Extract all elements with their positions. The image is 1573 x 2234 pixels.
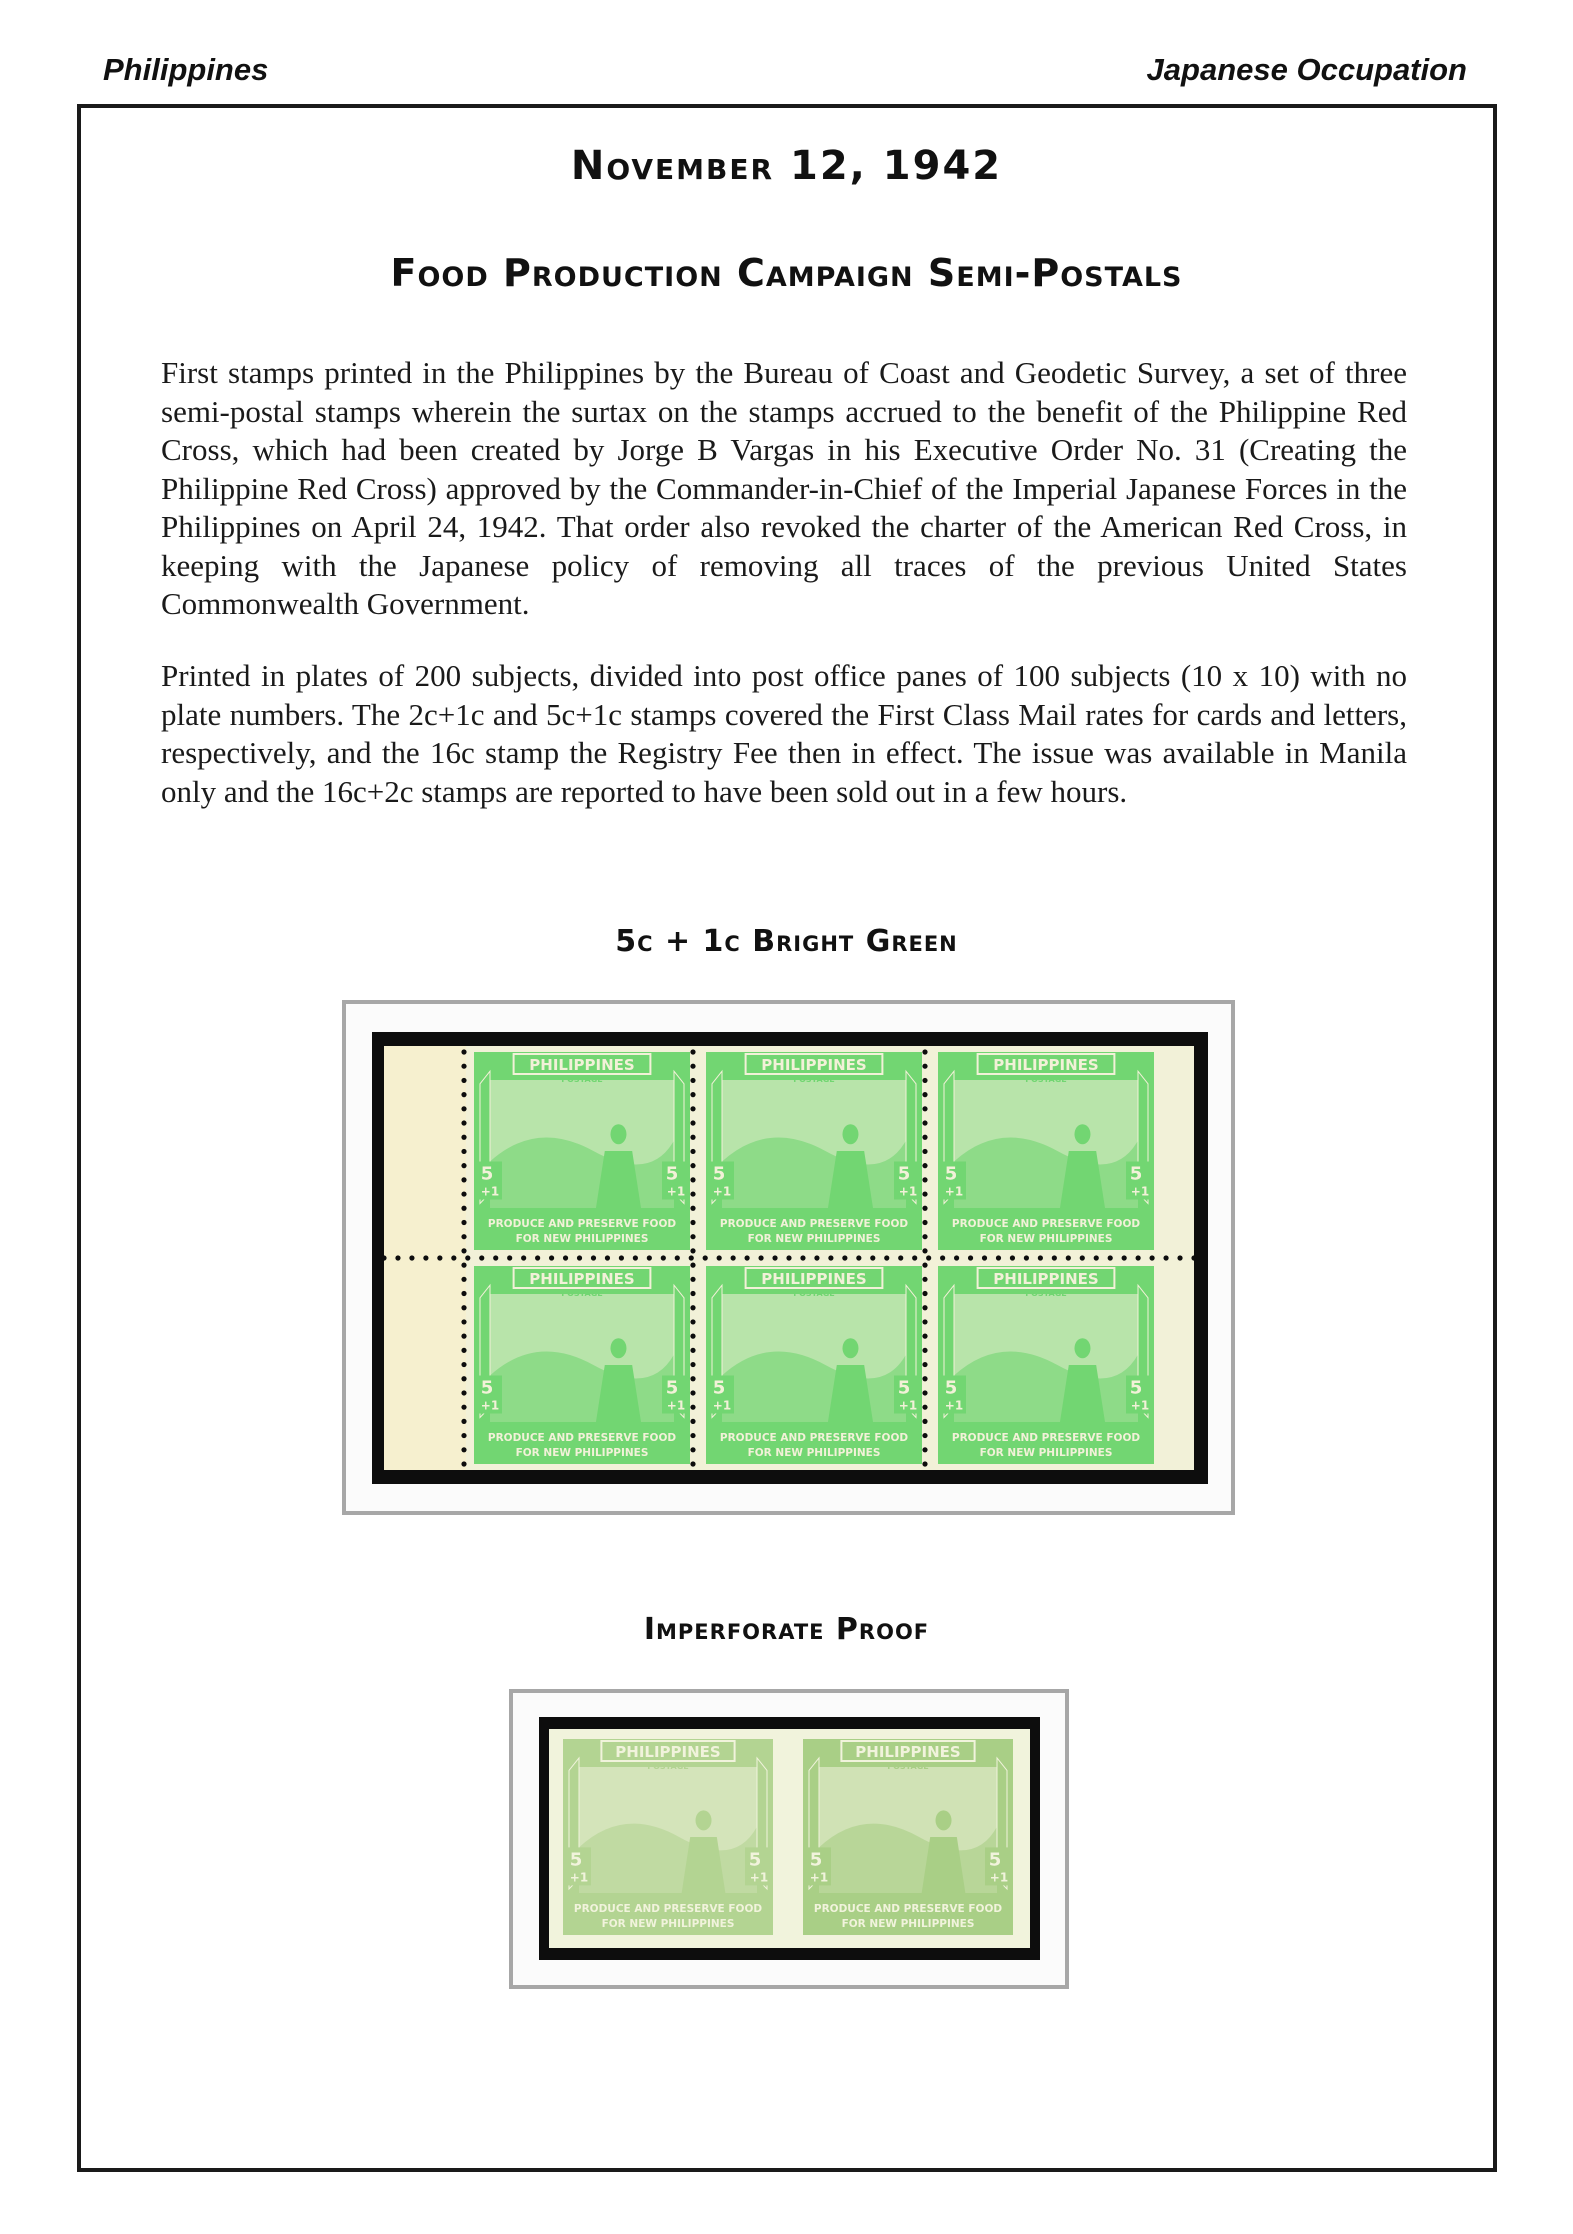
stamp-postage-label: POSTAGE: [1025, 1289, 1067, 1298]
perforation-hole: [922, 1447, 927, 1452]
stamp-value-left: 5: [809, 1849, 823, 1871]
perforation-hole: [690, 1390, 695, 1395]
stamp-slogan-line-1: PRODUCE AND PRESERVE FOOD: [719, 1432, 909, 1444]
perforation-hole: [690, 1419, 695, 1424]
stamp-slogan-line-1: PRODUCE AND PRESERVE FOOD: [951, 1218, 1141, 1230]
perforation-hole: [922, 1334, 927, 1339]
stamp-value-right: 5: [1129, 1163, 1143, 1185]
perforation-hole: [1052, 1255, 1057, 1260]
stamp-slogan-line-2: FOR NEW PHILIPPINES: [747, 1447, 881, 1459]
stamp-slogan-line-2: FOR NEW PHILIPPINES: [979, 1447, 1113, 1459]
perforation-hole: [690, 1447, 695, 1452]
perforation-hole: [461, 1461, 466, 1466]
stamp-value-left: 5: [712, 1377, 726, 1399]
stamp-surtax-right: +1: [749, 1870, 769, 1885]
stamp-slogan-line-1: PRODUCE AND PRESERVE FOOD: [487, 1218, 677, 1230]
stamp-value-left: 5: [480, 1377, 494, 1399]
perforation-hole: [461, 1362, 466, 1367]
stamp-value-right: 5: [897, 1377, 911, 1399]
perforation-hole: [690, 1106, 695, 1111]
perforation-hole: [922, 1163, 927, 1168]
perforation-hole: [922, 1405, 927, 1410]
stamp-postage-label: POSTAGE: [793, 1075, 835, 1084]
perforation-hole: [381, 1255, 386, 1260]
perforation-hole: [690, 1263, 695, 1268]
perforation-hole: [772, 1255, 777, 1260]
perforation-hole: [690, 1135, 695, 1140]
perforation-hole: [898, 1255, 903, 1260]
perforation-hole: [842, 1255, 847, 1260]
perforation-hole: [922, 1362, 927, 1367]
perforation-hole: [922, 1049, 927, 1054]
stamp: [468, 1260, 696, 1470]
stamp-figure-head: [936, 1810, 952, 1830]
stamp-country-label: PHILIPPINES: [529, 1270, 635, 1288]
stamp-block-image: [372, 1032, 1208, 1484]
perforation-hole: [690, 1305, 695, 1310]
perforation-hole: [461, 1177, 466, 1182]
perforation-hole: [461, 1348, 466, 1353]
perforation-hole: [690, 1206, 695, 1211]
proof-subtitle: Imperforate Proof: [643, 1612, 930, 1647]
stamp-figure-head: [1074, 1124, 1090, 1144]
stamp-value-right: 5: [897, 1163, 911, 1185]
perforation-hole: [690, 1405, 695, 1410]
perforation-hole: [954, 1255, 959, 1260]
stamp-value-left: 5: [712, 1163, 726, 1185]
stamp-surtax-left: +1: [712, 1398, 732, 1413]
perforation-hole: [922, 1106, 927, 1111]
perforation-hole: [461, 1064, 466, 1069]
stamp-country-label: PHILIPPINES: [993, 1270, 1099, 1288]
perforation-hole: [461, 1206, 466, 1211]
perforation-hole: [577, 1255, 582, 1260]
perforation-hole: [922, 1135, 927, 1140]
stamp-value-right: 5: [665, 1163, 679, 1185]
perforation-hole: [922, 1433, 927, 1438]
perforation-hole: [461, 1405, 466, 1410]
perforation-hole: [922, 1078, 927, 1083]
description-paragraph-2: Printed in plates of 200 subjects, divided into post office panes of 100 subjects (10 x 10) with no plate numbers. The 2c+1c and 5c+1c stamps covered the First Class Mail rates for cards and letters, respectively, and the 16c stamp the Registry Fee then in effect. The issue was available in Manila only and the 16c+2c stamps are reported to have been sold out in a few hours.: [161, 658, 1407, 809]
stamp-surtax-right: +1: [666, 1184, 686, 1199]
perforation-hole: [731, 1255, 736, 1260]
perforation-hole: [461, 1319, 466, 1324]
perforation-hole: [563, 1255, 568, 1260]
perforation-hole: [856, 1255, 861, 1260]
perforation-hole: [1066, 1255, 1071, 1260]
perforation-hole: [922, 1234, 927, 1239]
perforation-hole: [461, 1291, 466, 1296]
perforation-hole: [922, 1248, 927, 1253]
header-country: Philippines: [103, 52, 269, 87]
stamp-surtax-right: +1: [898, 1398, 918, 1413]
stamp-country-label: PHILIPPINES: [855, 1743, 961, 1761]
stamp-surtax-right: +1: [989, 1870, 1009, 1885]
stamp-surtax-right: +1: [666, 1398, 686, 1413]
perforation-hole: [1177, 1255, 1182, 1260]
perforation-hole: [690, 1291, 695, 1296]
perforation-hole: [521, 1255, 526, 1260]
perforation-hole: [926, 1255, 931, 1260]
perforation-hole: [549, 1255, 554, 1260]
perforation-hole: [690, 1348, 695, 1353]
stamp-postage-label: POSTAGE: [887, 1762, 929, 1771]
perforation-hole: [690, 1248, 695, 1253]
perforation-hole: [922, 1277, 927, 1282]
perforation-hole: [922, 1191, 927, 1196]
stamp-figure-head: [842, 1338, 858, 1358]
stamp-value-right: 5: [1129, 1377, 1143, 1399]
perforation-hole: [1122, 1255, 1127, 1260]
perforation-hole: [493, 1255, 498, 1260]
stamp-postage-label: POSTAGE: [1025, 1075, 1067, 1084]
perforation-hole: [690, 1149, 695, 1154]
perforation-hole: [465, 1255, 470, 1260]
perforation-hole: [690, 1220, 695, 1225]
stamp: [700, 1046, 928, 1256]
perforation-hole: [786, 1255, 791, 1260]
perforation-hole: [690, 1064, 695, 1069]
stamp-postage-label: POSTAGE: [647, 1762, 689, 1771]
perforation-hole: [461, 1078, 466, 1083]
perforation-hole: [1136, 1255, 1141, 1260]
perforation-hole: [745, 1255, 750, 1260]
perforation-hole: [479, 1255, 484, 1260]
perforation-hole: [717, 1255, 722, 1260]
stamp-value-left: 5: [569, 1849, 583, 1871]
perforation-hole: [690, 1277, 695, 1282]
perforation-hole: [1024, 1255, 1029, 1260]
stamp-value-right: 5: [748, 1849, 762, 1871]
perforation-hole: [922, 1177, 927, 1182]
stamp-surtax-left: +1: [712, 1184, 732, 1199]
stamp: [468, 1046, 696, 1256]
perforation-hole: [922, 1092, 927, 1097]
header-period: Japanese Occupation: [1146, 52, 1467, 87]
perforation-hole: [451, 1255, 456, 1260]
perforation-hole: [996, 1255, 1001, 1260]
perforation-hole: [690, 1461, 695, 1466]
perforation-hole: [922, 1419, 927, 1424]
perforation-hole: [437, 1255, 442, 1260]
perforation-hole: [758, 1255, 763, 1260]
perforation-hole: [619, 1255, 624, 1260]
perforation-hole: [690, 1191, 695, 1196]
perforation-hole: [461, 1248, 466, 1253]
imperforate-proof-image: [539, 1717, 1040, 1960]
perforation-hole: [1080, 1255, 1085, 1260]
perforation-hole: [461, 1220, 466, 1225]
stamp-slogan-line-1: PRODUCE AND PRESERVE FOOD: [813, 1903, 1003, 1915]
stamp-slogan-line-2: FOR NEW PHILIPPINES: [515, 1233, 649, 1245]
stamp-surtax-left: +1: [480, 1398, 500, 1413]
perforation-hole: [690, 1163, 695, 1168]
stamp-slogan-line-2: FOR NEW PHILIPPINES: [601, 1918, 735, 1930]
perforation-hole: [461, 1390, 466, 1395]
stamp-surtax-left: +1: [809, 1870, 829, 1885]
perforation-hole: [395, 1255, 400, 1260]
stamp-surtax-right: +1: [898, 1184, 918, 1199]
perforation-hole: [800, 1255, 805, 1260]
perforation-hole: [461, 1092, 466, 1097]
perforation-hole: [922, 1319, 927, 1324]
block-subtitle: 5c + 1c Bright Green: [615, 924, 958, 959]
perforation-hole: [1094, 1255, 1099, 1260]
stamp-value-left: 5: [944, 1163, 958, 1185]
perforation-hole: [922, 1348, 927, 1353]
perforation-hole: [922, 1149, 927, 1154]
perforation-hole: [507, 1255, 512, 1260]
stamp-country-label: PHILIPPINES: [761, 1056, 867, 1074]
perforation-hole: [461, 1376, 466, 1381]
perforation-hole: [409, 1255, 414, 1260]
perforation-hole: [461, 1191, 466, 1196]
stamp-slogan-line-2: FOR NEW PHILIPPINES: [841, 1918, 975, 1930]
perforation-hole: [461, 1334, 466, 1339]
perforation-hole: [968, 1255, 973, 1260]
perforation-hole: [922, 1291, 927, 1296]
stamp-country-label: PHILIPPINES: [615, 1743, 721, 1761]
stamp-postage-label: POSTAGE: [793, 1289, 835, 1298]
perforation-hole: [461, 1419, 466, 1424]
stamp-surtax-left: +1: [480, 1184, 500, 1199]
perforation-hole: [703, 1255, 708, 1260]
perforation-hole: [1038, 1255, 1043, 1260]
perforation-hole: [461, 1135, 466, 1140]
perforation-hole: [690, 1092, 695, 1097]
perforation-hole: [922, 1461, 927, 1466]
stamp: [700, 1260, 928, 1470]
perforation-hole: [922, 1263, 927, 1268]
stamp-value-right: 5: [988, 1849, 1002, 1871]
stamp-figure-head: [1074, 1338, 1090, 1358]
perforation-hole: [884, 1255, 889, 1260]
perforation-hole: [690, 1334, 695, 1339]
stamp-slogan-line-2: FOR NEW PHILIPPINES: [515, 1447, 649, 1459]
perforation-hole: [922, 1305, 927, 1310]
perforation-hole: [461, 1234, 466, 1239]
stamp-slogan-line-2: FOR NEW PHILIPPINES: [979, 1233, 1113, 1245]
perforation-hole: [591, 1255, 596, 1260]
perforation-hole: [461, 1305, 466, 1310]
perforation-hole: [922, 1206, 927, 1211]
perforation-hole: [675, 1255, 680, 1260]
stamp: [932, 1046, 1160, 1256]
perforation-hole: [461, 1447, 466, 1452]
perforation-hole: [922, 1064, 927, 1069]
perforation-hole: [690, 1319, 695, 1324]
stamp-slogan-line-1: PRODUCE AND PRESERVE FOOD: [573, 1903, 763, 1915]
stamp-figure-head: [696, 1810, 712, 1830]
stamp-postage-label: POSTAGE: [561, 1075, 603, 1084]
stamp: [797, 1733, 1019, 1941]
perforation-hole: [922, 1120, 927, 1125]
perforation-hole: [461, 1149, 466, 1154]
stamp-slogan-line-2: FOR NEW PHILIPPINES: [747, 1233, 881, 1245]
perforation-hole: [922, 1220, 927, 1225]
perforation-hole: [461, 1433, 466, 1438]
perforation-hole: [1010, 1255, 1015, 1260]
perforation-hole: [982, 1255, 987, 1260]
description-paragraph-1: First stamps printed in the Philippines by the Bureau of Coast and Geodetic Survey, a set of three semi-postal stamps wherein the surtax on the stamps accrued to the benefit of the Philippine Red Cross, which had been created by Jorge B Vargas in his Executive Order No. 31 (Creating the Philippine Red Cross) approved by the Commander-in-Chief of the Imperial Japanese Forces in the Philippines on April 24, 1942. That order also revoked the charter of the American Red Cross, in keeping with the Japanese policy of removing all traces of the previous United States Commonwealth Government.: [161, 355, 1407, 621]
perforation-hole: [633, 1255, 638, 1260]
perforation-hole: [922, 1390, 927, 1395]
stamp-value-left: 5: [480, 1163, 494, 1185]
stamp: [557, 1733, 779, 1941]
stamp-postage-label: POSTAGE: [561, 1289, 603, 1298]
page-title: Food Production Campaign Semi-Postals: [390, 251, 1183, 295]
perforation-hole: [690, 1362, 695, 1367]
stamp-value-left: 5: [944, 1377, 958, 1399]
perforation-hole: [461, 1263, 466, 1268]
stamp-figure-head: [610, 1124, 626, 1144]
stamp-block-background: [372, 1032, 1208, 1484]
perforation-hole: [423, 1255, 428, 1260]
stamp-country-label: PHILIPPINES: [761, 1270, 867, 1288]
stamp-figure-head: [842, 1124, 858, 1144]
perforation-hole: [1108, 1255, 1113, 1260]
stamp-surtax-right: +1: [1130, 1184, 1150, 1199]
perforation-hole: [1163, 1255, 1168, 1260]
perforation-hole: [461, 1106, 466, 1111]
stamp-surtax-left: +1: [944, 1184, 964, 1199]
date-title: November 12, 1942: [570, 143, 1003, 189]
perforation-hole: [689, 1255, 694, 1260]
perforation-hole: [814, 1255, 819, 1260]
stamp-country-label: PHILIPPINES: [529, 1056, 635, 1074]
perforation-hole: [461, 1120, 466, 1125]
perforation-hole: [1150, 1255, 1155, 1260]
perforation-hole: [690, 1049, 695, 1054]
perforation-hole: [828, 1255, 833, 1260]
perforation-hole: [661, 1255, 666, 1260]
perforation-hole: [461, 1049, 466, 1054]
stamp-figure-head: [610, 1338, 626, 1358]
stamp-slogan-line-1: PRODUCE AND PRESERVE FOOD: [487, 1432, 677, 1444]
stamp-surtax-left: +1: [944, 1398, 964, 1413]
perforation-hole: [605, 1255, 610, 1260]
proof-background: [539, 1717, 1040, 1960]
stamp-country-label: PHILIPPINES: [993, 1056, 1099, 1074]
perforation-hole: [870, 1255, 875, 1260]
perforation-hole: [690, 1433, 695, 1438]
perforation-hole: [690, 1376, 695, 1381]
stamp-surtax-right: +1: [1130, 1398, 1150, 1413]
perforation-hole: [912, 1255, 917, 1260]
perforation-hole: [461, 1163, 466, 1168]
stamp-value-right: 5: [665, 1377, 679, 1399]
stamp: [932, 1260, 1160, 1470]
perforation-hole: [690, 1177, 695, 1182]
perforation-hole: [690, 1234, 695, 1239]
perforation-hole: [535, 1255, 540, 1260]
perforation-hole: [461, 1277, 466, 1282]
perforation-hole: [647, 1255, 652, 1260]
perforation-hole: [922, 1376, 927, 1381]
stamp-surtax-left: +1: [569, 1870, 589, 1885]
perforation-hole: [690, 1120, 695, 1125]
perforation-hole: [1191, 1255, 1196, 1260]
stamp-slogan-line-1: PRODUCE AND PRESERVE FOOD: [951, 1432, 1141, 1444]
stamp-slogan-line-1: PRODUCE AND PRESERVE FOOD: [719, 1218, 909, 1230]
perforation-hole: [940, 1255, 945, 1260]
perforation-hole: [690, 1078, 695, 1083]
